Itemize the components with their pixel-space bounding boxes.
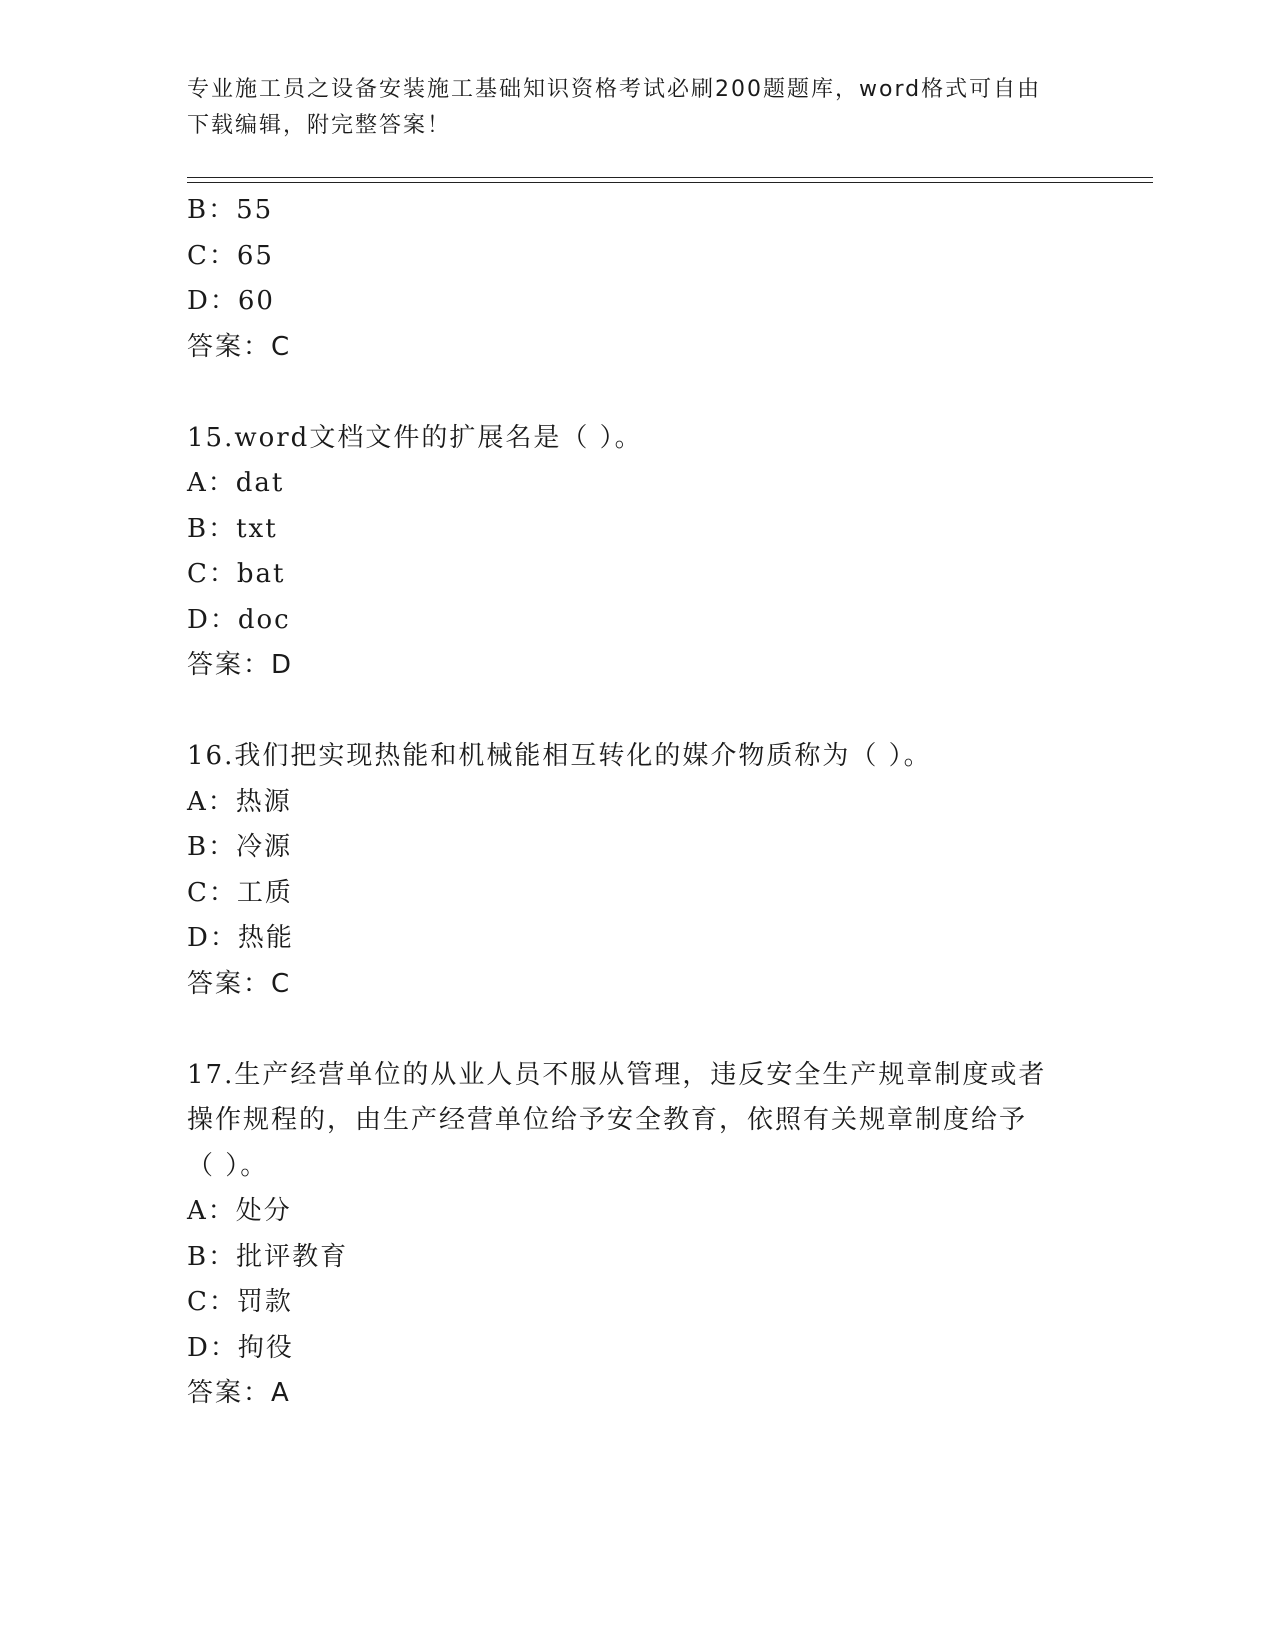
- option-a: A：dat: [187, 468, 285, 498]
- option-d: D：拘役: [187, 1332, 294, 1363]
- question-text: 16.我们把实现热能和机械能相互转化的媒介物质称为（ ）。: [187, 741, 932, 771]
- question-text-line-3: （ ）。: [187, 1150, 269, 1181]
- answer-line: 答案：D: [187, 650, 294, 680]
- document-header: [187, 72, 1067, 144]
- option-a: A：处分: [187, 1196, 292, 1226]
- option-c: C：65: [187, 240, 274, 271]
- option-c: C：罚款: [187, 1287, 293, 1317]
- option-d: D：热能: [187, 923, 294, 953]
- option-d: D：doc: [187, 604, 291, 635]
- header-divider-top: [187, 177, 1153, 178]
- answer-line: 答案：C: [187, 331, 292, 362]
- spacer: [187, 1007, 1087, 1053]
- option-c: C：工质: [187, 877, 293, 908]
- question-text-line-2: 操作规程的，由生产经营单位给予安全教育，依照有关规章制度给予: [187, 1105, 1028, 1135]
- option-b: B：冷源: [187, 832, 293, 862]
- header-line-1: 专业施工员之设备安装施工基础知识资格考试必刷200题题库，word格式可自由: [187, 77, 1042, 102]
- question-block-17: [187, 1053, 1087, 1417]
- question-text: 15.word文档文件的扩展名是（ ）。: [187, 422, 643, 453]
- option-c: C：bat: [187, 559, 286, 589]
- question-block-16: [187, 734, 1087, 1007]
- header-divider-bottom: [187, 182, 1153, 183]
- answer-line: 答案：C: [187, 968, 292, 999]
- header-line-2: 下载编辑，附完整答案！: [187, 113, 452, 138]
- question-block-14: [187, 188, 1087, 370]
- spacer: [187, 370, 1087, 416]
- option-b: B：批评教育: [187, 1241, 349, 1272]
- option-b: B：txt: [187, 513, 278, 544]
- question-block-15: [187, 416, 1087, 689]
- spacer: [187, 689, 1087, 735]
- option-a: A：热源: [187, 786, 292, 817]
- answer-line: 答案：A: [187, 1378, 291, 1408]
- option-b: B：55: [187, 195, 274, 225]
- question-text-line-1: 17.生产经营单位的从业人员不服从管理，违反安全生产规章制度或者: [187, 1059, 1047, 1090]
- question-list: [187, 188, 1087, 1417]
- option-d: D：60: [187, 286, 275, 316]
